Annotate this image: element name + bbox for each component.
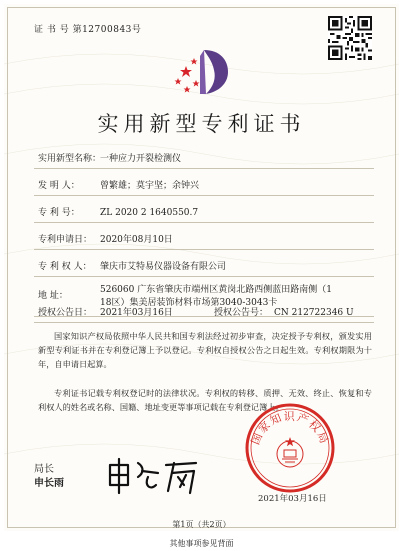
patentee-label: 专 利 权 人： [38, 262, 92, 272]
separator [34, 276, 374, 277]
seal-text: 国家知识产权局 [248, 410, 332, 447]
director-name: 申长雨 [34, 478, 64, 489]
official-seal-icon [244, 402, 336, 494]
footer-note: 其他事项参见背面 [169, 539, 234, 548]
qr-code-icon [328, 16, 372, 60]
separator [34, 222, 374, 223]
page-number: 第1页（共2页） [172, 520, 231, 529]
patent-certificate [4, 4, 399, 531]
patent-number-label: 专 利 号： [38, 208, 80, 218]
separator [34, 249, 374, 250]
filing-date-label: 专利申请日： [38, 235, 93, 245]
director-title: 局长 [34, 464, 54, 475]
cnipa-logo-icon [170, 44, 236, 100]
utility-model-name-label: 实用新型名称： [38, 154, 102, 164]
address-line-1: 526060 广东省肇庆市端州区黄岗北路西侧蓝田路南侧（1 [100, 285, 332, 295]
inventor-label: 发 明 人： [38, 181, 80, 191]
announcement-date-label: 授权公告日： [38, 308, 93, 318]
separator [34, 322, 374, 323]
address-label: 地 址： [38, 291, 68, 301]
patent-number-value: ZL 2020 2 1640550.7 [100, 208, 199, 218]
utility-model-name-value: 一种应力开裂检测仪 [100, 154, 182, 164]
certificate-title: 实用新型专利证书 [97, 112, 306, 136]
paragraph-register: 专利证书记载专利权登记时的法律状况。专利权的转移、质押、无效、终止、恢复和专利权人的姓名或名称、国籍、地址变更等事项记载在专利登记簿上。 [38, 388, 372, 412]
address-line-2: 18区）集美居装饰材料市场第3040-3043卡 [100, 298, 278, 308]
separator [34, 168, 374, 169]
certificate-number: 证 书 号 第12700843号 [34, 25, 142, 35]
paragraph-grant: 国家知识产权局依照中华人民共和国专利法经过初步审查，决定授予专利权，颁发实用新型专利证书并在专利登记簿上予以登记。专利权自授权公告之日起生效。专利权期限为十年，自申请日起算。 [38, 331, 372, 369]
filing-date-value: 2020年08月10日 [100, 235, 173, 245]
separator [34, 195, 374, 196]
announcement-number-label: 授权公告号： [214, 308, 269, 318]
seal-date: 2021年03月16日 [258, 494, 327, 504]
patentee-value: 肇庆市艾特易仪器设备有限公司 [100, 262, 227, 272]
announcement-date-value: 2021年03月16日 [100, 308, 173, 318]
inventor-value: 曾繁雄；莫宇坚；余钟兴 [100, 181, 200, 191]
announcement-number-value: CN 212722346 U [274, 308, 354, 318]
signature-icon [104, 455, 204, 497]
